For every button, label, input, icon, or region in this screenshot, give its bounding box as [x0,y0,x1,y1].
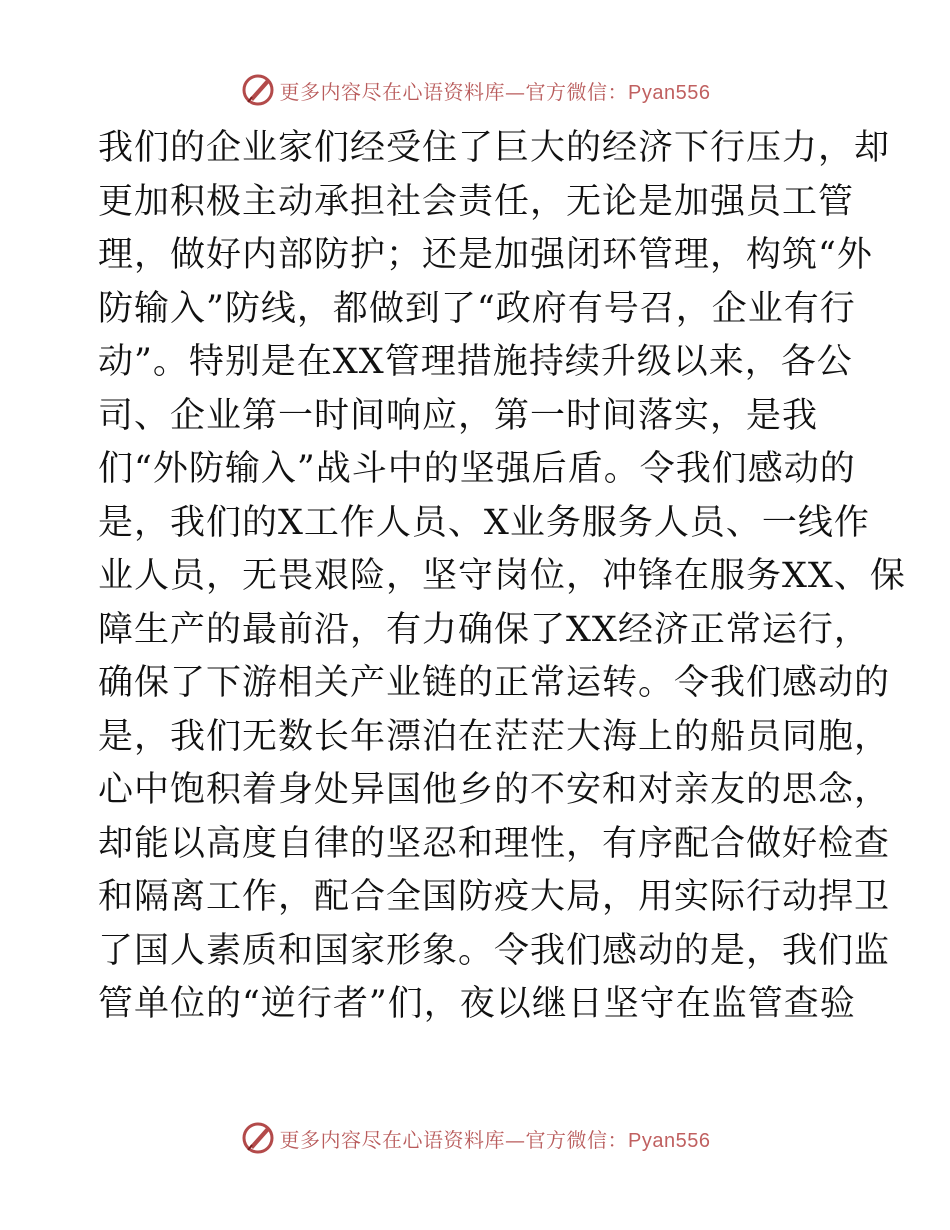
text-line-14: 却能以高度自律的坚忍和理性，有序配合做好检查 [98,823,891,864]
text-line-16: 了国人素质和国家形象。令我们感动的是，我们监 [98,930,891,971]
text-line-8: 是，我们的X工作人员、X业务服务人员、一线作 [98,502,870,543]
text-line-6: 司、企业第一时间响应，第一时间落实，是我 [98,395,819,436]
header-contact-label: 官方微信： [525,79,629,104]
text-line-12: 是，我们无数长年漂泊在茫茫大海上的船员同胞， [98,716,891,757]
header-brand: 更多内容尽在心语资料库 [279,79,506,104]
footer-brand: 更多内容尽在心语资料库 [279,1127,506,1152]
text-line-2: 更加积极主动承担社会责任，无论是加强员工管 [98,181,855,222]
text-line-15: 和隔离工作，配合全国防疫大局，用实际行动捍卫 [98,877,891,917]
header-banner [0,70,950,110]
footer-contact-id: Pyan556 [628,1129,711,1152]
text-line-17: 管单位的“逆行者”们，夜以继日坚守在监管查验 [98,984,856,1024]
text-line-1: 我们的企业家们经受住了巨大的经济下行压力，却 [98,128,891,168]
text-line-9: 业人员，无畏艰险，坚守岗位，冲锋在服务XX、保 [98,556,906,596]
text-line-5: 动”。特别是在XX管理措施持续升级以来，各公 [98,342,853,382]
footer-text [280,1124,711,1153]
footer-banner [0,1118,950,1158]
quill-seal-icon [240,1120,276,1156]
header-text [280,76,711,105]
quill-seal-icon [240,72,276,108]
text-line-3: 理，做好内部防护；还是加强闭环管理，构筑“外 [98,235,873,275]
text-line-7: 们“外防输入”战斗中的坚强后盾。令我们感动的 [98,449,856,489]
footer-separator: — [505,1127,526,1152]
header-separator: — [505,79,526,104]
footer-contact-label: 官方微信： [525,1127,629,1152]
text-line-4: 防输入”防线，都做到了“政府有号召，企业有行 [98,288,856,329]
header-contact-id: Pyan556 [628,81,711,104]
text-line-11: 确保了下游相关产业链的正常运转。令我们感动的 [98,663,891,703]
document-body [98,122,906,1032]
text-line-13: 心中饱积着身处异国他乡的不安和对亲友的思念， [98,770,891,810]
text-line-10: 障生产的最前沿，有力确保了XX经济正常运行， [98,609,870,650]
